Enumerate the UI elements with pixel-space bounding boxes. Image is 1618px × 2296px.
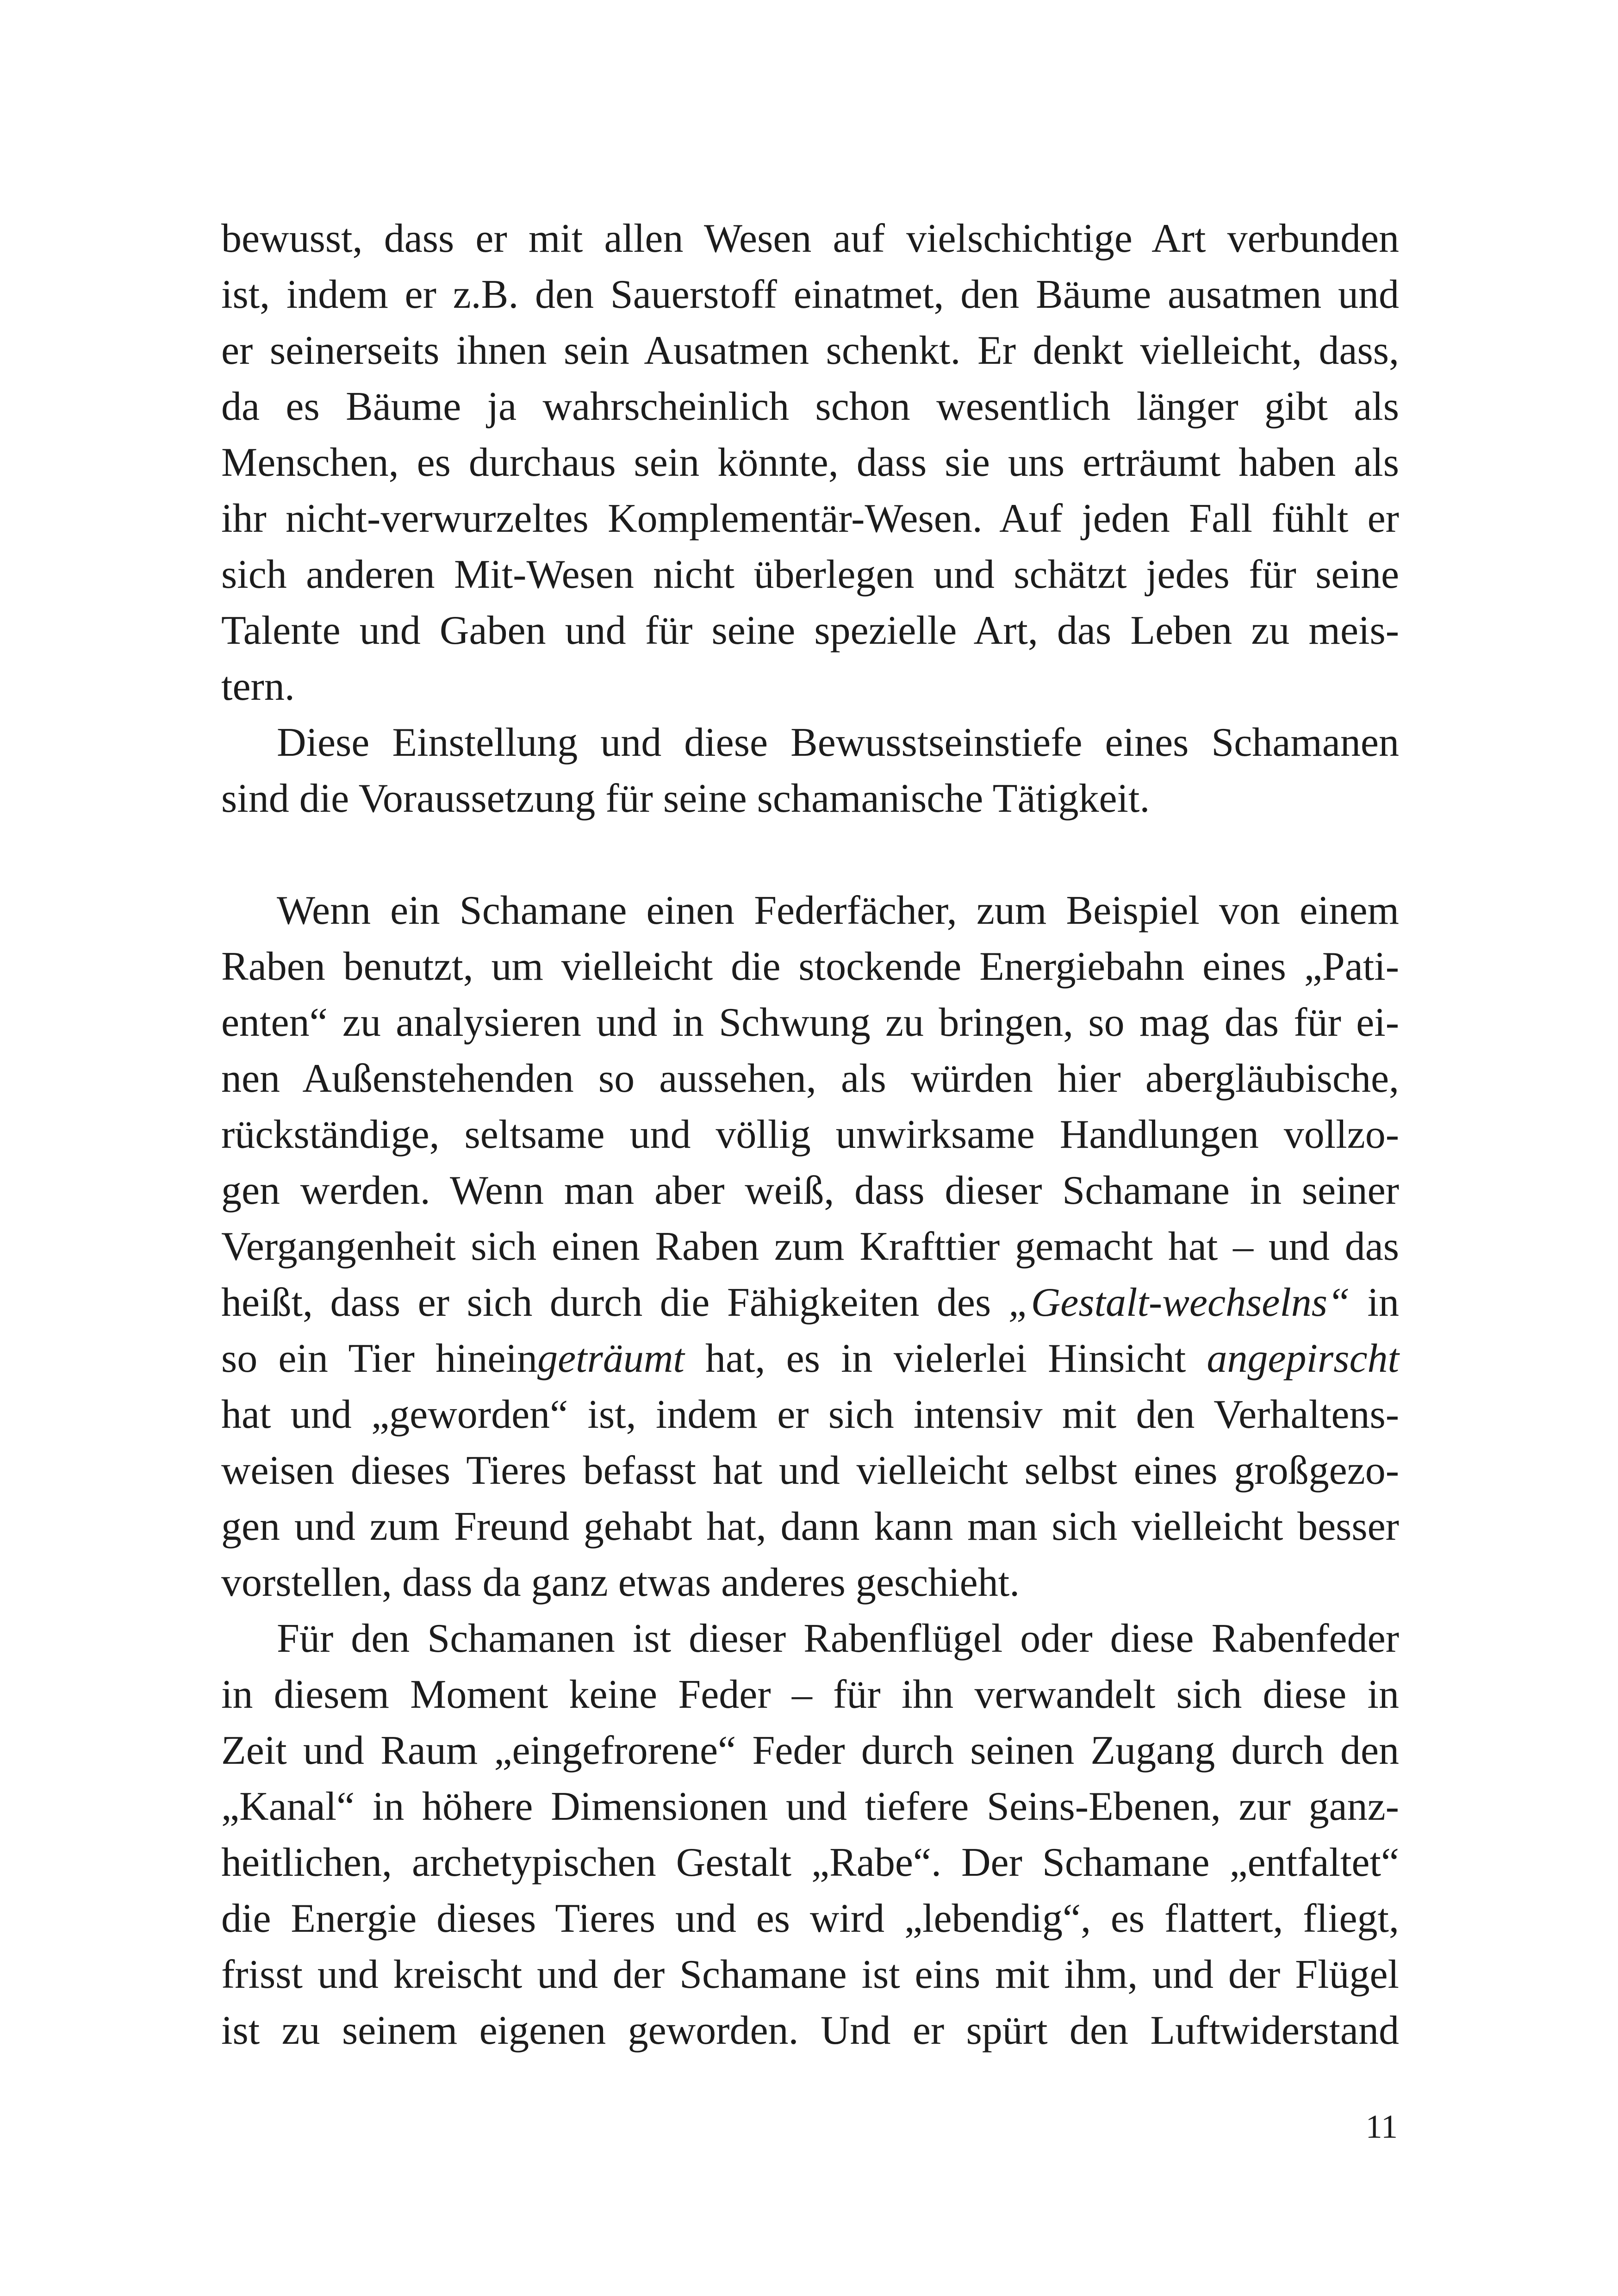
text-line: in diesem Moment keine Feder – für ihn verwandelt sich diese in (221, 1672, 1399, 1717)
text-line: heitlichen, archetypischen Gestalt „Rabe“. Der Schamane „entfaltet“ (221, 1840, 1399, 1885)
paragraph-3 (221, 883, 1399, 1611)
text-line: Menschen, es durchaus sein könnte, dass sie uns erträumt haben als (221, 440, 1399, 485)
text-line (221, 1275, 1399, 1331)
text-line: vorstellen, dass da ganz etwas anderes geschieht. (221, 1560, 1020, 1605)
paragraph-spacer (221, 827, 1399, 883)
text-line: ist zu seinem eigenen geworden. Und er spürt den Luftwiderstand (221, 2008, 1399, 2053)
text-line: gen werden. Wenn man aber weiß, dass dieser Schamane in seiner (221, 1168, 1399, 1213)
text-segment: hat, es in vielerlei Hinsicht (684, 1336, 1207, 1381)
text-line: frisst und kreischt und der Schamane ist eins mit ihm, und der Flügel (221, 1952, 1399, 1997)
paragraph-4 (221, 1611, 1399, 2059)
italic-term: geträumt (537, 1336, 685, 1381)
paragraph-2 (221, 715, 1399, 827)
text-segment: so ein Tier hinein (221, 1336, 538, 1381)
text-line: weisen dieses Tieres befasst hat und vielleicht selbst eines großgezo- (221, 1448, 1399, 1493)
text-line: Talente und Gaben und für seine spezielle Art, das Leben zu meis- (221, 608, 1399, 653)
text-line (221, 1331, 1399, 1387)
text-line: ihr nicht-verwurzeltes Komplementär-Wesen. Auf jeden Fall fühlt er (221, 496, 1399, 541)
text-line: bewusst, dass er mit allen Wesen auf vielschichtige Art verbunden (221, 216, 1399, 261)
text-line: sind die Voraussetzung für seine schamanische Tätigkeit. (221, 776, 1150, 821)
text-line: „Kanal“ in höhere Dimensionen und tiefere Seins-Ebenen, zur ganz- (221, 1784, 1399, 1829)
text-line: nen Außenstehenden so aussehen, als würden hier abergläubische, (221, 1056, 1399, 1101)
italic-term: „Gestalt-wechselns“ (1008, 1280, 1350, 1325)
text-line: Wenn ein Schamane einen Federfächer, zum Beispiel von einem (277, 888, 1399, 933)
text-line: enten“ zu analysieren und in Schwung zu bringen, so mag das für ei- (221, 1000, 1399, 1045)
text-line: Vergangenheit sich einen Raben zum Krafttier gemacht hat – und das (221, 1224, 1399, 1269)
text-line: Für den Schamanen ist dieser Rabenflügel oder diese Rabenfeder (277, 1616, 1399, 1661)
text-line: tern. (221, 664, 295, 709)
text-line: er seinerseits ihnen sein Ausatmen schenkt. Er denkt vielleicht, dass, (221, 328, 1399, 373)
paragraph-1 (221, 211, 1399, 715)
text-line: Zeit und Raum „eingefrorene“ Feder durch seinen Zugang durch den (221, 1728, 1399, 1773)
italic-term: angepirscht (1207, 1336, 1400, 1381)
text-segment: heißt, dass er sich durch die Fähigkeiten des (221, 1280, 1008, 1325)
page-number: 11 (1365, 2108, 1398, 2145)
body-text (221, 211, 1399, 2059)
text-line: sich anderen Mit-Wesen nicht überlegen und schätzt jedes für seine (221, 552, 1399, 597)
text-line: ist, indem er z.B. den Sauerstoff einatmet, den Bäume ausatmen und (221, 272, 1399, 317)
text-line: da es Bäume ja wahrscheinlich schon wesentlich länger gibt als (221, 384, 1399, 429)
text-segment: in (1350, 1280, 1399, 1325)
text-line: die Energie dieses Tieres und es wird „lebendig“, es flattert, fliegt, (221, 1896, 1399, 1941)
text-line: Diese Einstellung und diese Bewusstseinstiefe eines Schamanen (277, 720, 1399, 765)
text-line: Raben benutzt, um vielleicht die stockende Energiebahn eines „Pati- (221, 944, 1399, 989)
text-line: gen und zum Freund gehabt hat, dann kann man sich vielleicht besser (221, 1504, 1399, 1549)
text-line: rückständige, seltsame und völlig unwirksame Handlungen vollzo- (221, 1112, 1399, 1157)
text-line: hat und „geworden“ ist, indem er sich intensiv mit den Verhaltens- (221, 1392, 1399, 1437)
